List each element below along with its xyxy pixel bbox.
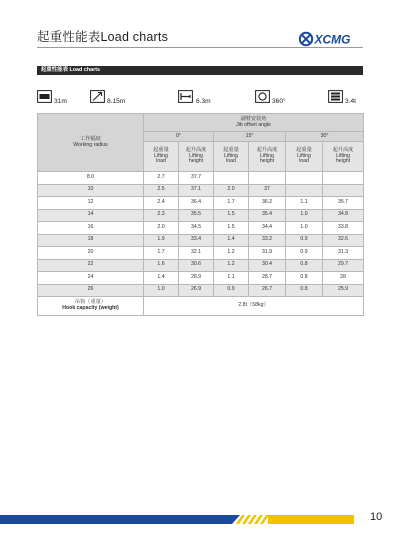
title-divider bbox=[37, 47, 363, 48]
jib-length-icon bbox=[90, 90, 105, 103]
table-row: 12 2.4 36.4 1.7 36.2 1.1 35.7 bbox=[38, 197, 364, 210]
table-header-row bbox=[38, 114, 364, 132]
table-row: 26 1.0 26.9 0.9 26.7 0.8 25.9 bbox=[38, 284, 364, 297]
angle-0-header: 0° bbox=[144, 132, 214, 142]
table-row: 8.0 2.7 37.7 bbox=[38, 172, 364, 185]
boom-length-icon bbox=[37, 90, 52, 103]
table-row: 22 1.6 30.6 1.2 30.4 0.8 29.7 bbox=[38, 259, 364, 272]
angle-15-header: 15° bbox=[214, 132, 286, 142]
hook-capacity-row bbox=[38, 297, 364, 316]
lifting-load-header: 起重量 Lifting load bbox=[286, 142, 323, 172]
spec-value: 3.4t bbox=[345, 98, 356, 105]
angle-30-header: 30° bbox=[286, 132, 364, 142]
table-row: 10 2.5 37.1 2.0 37 bbox=[38, 184, 364, 197]
slewing-icon bbox=[255, 90, 270, 103]
section-header-bar: 起重性能表 Load charts bbox=[37, 66, 363, 75]
lifting-height-header: 起升高度 Lifting height bbox=[249, 142, 286, 172]
spec-value: 6.3m bbox=[196, 98, 211, 105]
table-row: 16 2.0 34.5 1.5 34.4 1.0 33.8 bbox=[38, 222, 364, 235]
lifting-height-header: 起升高度 Lifting height bbox=[179, 142, 214, 172]
page-number: 10 bbox=[370, 511, 383, 523]
footer-stripe bbox=[0, 512, 400, 526]
spec-value: 360° bbox=[272, 98, 286, 105]
lifting-height-header: 起升高度 Lifting height bbox=[323, 142, 364, 172]
xcmg-logo bbox=[299, 31, 365, 47]
spec-value: 31m bbox=[54, 98, 67, 105]
counterweight-icon bbox=[328, 90, 343, 103]
spec-value: 8.15m bbox=[107, 98, 126, 105]
page-title: 起重性能表Load charts bbox=[37, 30, 169, 44]
table-row: 14 2.3 35.5 1.5 35.4 1.0 34.8 bbox=[38, 209, 364, 222]
lifting-load-header: 起重量 Lifting load bbox=[144, 142, 179, 172]
working-radius-header: 工作幅度 Working radius bbox=[38, 114, 144, 172]
hook-capacity-label: 吊钩（重量） Hook capacity (weight) bbox=[38, 297, 144, 316]
table-row: 20 1.7 32.1 1.2 31.9 0.9 31.3 bbox=[38, 247, 364, 260]
table-row: 24 1.4 28.9 1.1 28.7 0.8 28 bbox=[38, 272, 364, 285]
hook-capacity-value: 2.8t（58kg） bbox=[144, 297, 364, 316]
table-row: 18 1.9 33.4 1.4 33.2 0.9 32.6 bbox=[38, 234, 364, 247]
outrigger-span-icon bbox=[178, 90, 193, 103]
logo-wordmark: XCMG bbox=[314, 32, 351, 47]
load-chart-table bbox=[37, 113, 364, 316]
lifting-load-header: 起重量 Lifting load bbox=[214, 142, 249, 172]
jib-offset-angle-header: 副臂安装角 Jib offset angle bbox=[144, 114, 364, 132]
spec-strip bbox=[37, 90, 363, 110]
